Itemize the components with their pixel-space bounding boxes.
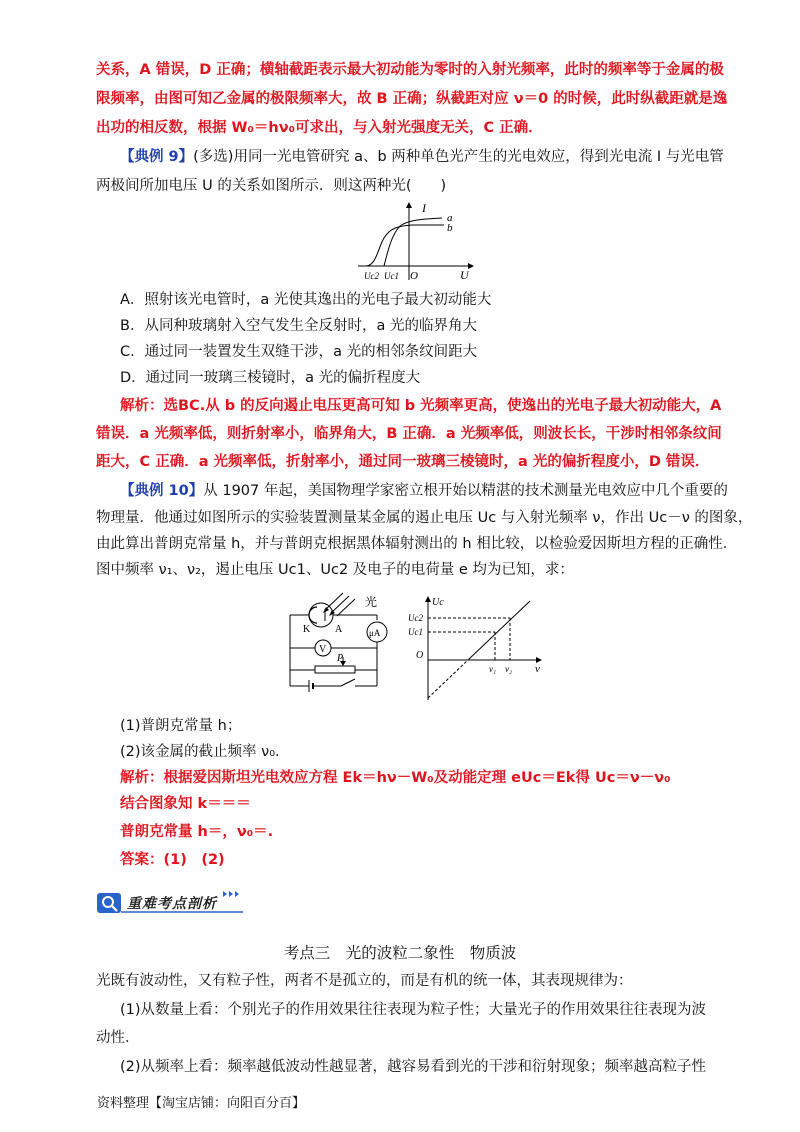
axis-label-i: I <box>422 201 426 215</box>
section-text: (1)从数量上看：个别光子的作用效果往往表现为粒子性；大量光子的作用效果往往表现为波 <box>120 1002 707 1018</box>
anode-label: A <box>335 624 343 635</box>
answer-line: 答案：(1) (2) <box>120 852 225 868</box>
example-10-stem: 【典例 10】从 1907 年起，美国物理学家密立根开始以精湛的技术测量光电效应中几个重要的 <box>120 483 728 499</box>
origin-label: O <box>410 270 418 282</box>
solution-line: 限频率，由图可知乙金属的极限频率大，故 B 正确；纵截距对应 ν＝0 的时候，此时纵截距就是逸 <box>96 91 728 107</box>
solution-line: 结合图象知 k＝＝＝ <box>120 796 251 812</box>
section-text: (2)从频率上看：频率越低波动性越显著，越容易看到光的干涉和衍射现象；频率越高粒子性 <box>120 1059 707 1075</box>
tick-label-uc1: Uc1 <box>408 627 423 637</box>
option-a: A．照射该光电管时，a 光使其逸出的光电子最大初动能大 <box>120 292 492 308</box>
axis-label-uc: Uc <box>432 597 444 608</box>
axis-label-v: ν <box>535 663 540 675</box>
solution-line: 解析：根据爱因斯坦光电效应方程 Ek＝hν－W₀及动能定理 eUc＝Ek得 Uc＝ν－ν₀ <box>120 770 671 786</box>
tick-label-v1: ν₁ <box>489 664 497 674</box>
circuit-diagram <box>285 588 400 698</box>
option-d: D．通过同一玻璃三棱镜时，a 光的偏折程度大 <box>120 370 421 386</box>
origin-label: O <box>416 650 424 661</box>
tick-label-v2: ν₂ <box>505 664 513 674</box>
solution-line: 解析：选BC.从 b 的反向遏止电压更高可知 b 光频率更高，使逸出的光电子最大初动能大，A <box>120 398 722 414</box>
example-9-stem: 【典例 9】(多选)用同一光电管研究 a、b 两种单色光产生的光电效应，得到光电流 I 与光电管 <box>120 149 724 165</box>
example-10-stem-line4: 图中频率 ν₁、ν₂，遏止电压 Uc1、Uc2 及电子的电荷量 e 均为已知，求： <box>96 562 574 578</box>
section-text: 动性． <box>96 1030 140 1046</box>
example-9-tag: 【典例 9】 <box>120 149 194 165</box>
uc-frequency-graph <box>408 588 548 703</box>
footer-note: 资料整理【淘宝店铺：向阳百分百】 <box>97 1096 306 1111</box>
tick-label-uc2: Uc2 <box>364 271 379 281</box>
tick-label-uc1: Uc1 <box>384 271 399 281</box>
example-10-tag: 【典例 10】 <box>120 483 204 499</box>
section-title: 考点三 光的波粒二象性 物质波 <box>283 944 517 962</box>
axis-label-u: U <box>460 268 469 282</box>
tick-label-uc2: Uc2 <box>408 613 423 623</box>
question-1: (1)普朗克常量 h； <box>120 718 242 734</box>
solution-line: 普朗克常量 h＝，ν₀＝. <box>120 824 274 840</box>
curve-label-a: a <box>447 212 453 224</box>
solution-line: 距大，C 正确．a 光频率低，折射率小，通过同一玻璃三棱镜时，a 光的偏折程度小，D 错误． <box>96 454 710 470</box>
solution-line: 出功的相反数，根据 W₀＝hν₀可求出，与入射光强度无关，C 正确． <box>96 120 543 136</box>
option-b: B．从同种玻璃射入空气发生全反射时，a 光的临界角大 <box>120 318 477 334</box>
slider-label: P <box>337 653 344 664</box>
section-text: 光既有波动性，又有粒子性，两者不是孤立的，而是有机的统一体，其表现规律为： <box>96 973 633 989</box>
curve-label-b: b <box>447 222 453 234</box>
option-c: C．通过同一装置发生双缝干涉，a 光的相邻条纹间距大 <box>120 344 478 360</box>
cathode-label: K <box>303 624 311 635</box>
key-points-banner <box>97 890 243 914</box>
question-2: (2)该金属的截止频率 ν₀. <box>120 744 280 760</box>
solution-line: 错误．a 光频率低，则折射率小，临界角大，B 正确．a 光频率低，则波长长，干涉时相邻条纹间 <box>96 426 722 442</box>
iu-graph <box>352 200 480 282</box>
example-10-stem-line3: 由此算出普朗克常量 h，并与普朗克根据黑体辐射测出的 h 相比较，以检验爱因斯坦方程的正确性． <box>96 536 738 552</box>
banner-title: 重难考点剖析 <box>127 896 217 912</box>
example-9-stem-line2: 两极间所加电压 U 的关系如图所示．则这两种光( ) <box>96 178 447 194</box>
microammeter-label: μA <box>369 628 381 638</box>
solution-line: 关系，A 错误，D 正确；横轴截距表示最大初动能为零时的入射光频率，此时的频率等于金属的极 <box>96 62 724 78</box>
light-label: 光 <box>365 595 378 609</box>
voltmeter-label: V <box>319 644 327 655</box>
example-10-stem-line2: 物理量．他通过如图所示的实验装置测量某金属的遏止电压 Uc 与入射光频率 ν，作出 Uc－ν 的图象， <box>96 510 753 526</box>
